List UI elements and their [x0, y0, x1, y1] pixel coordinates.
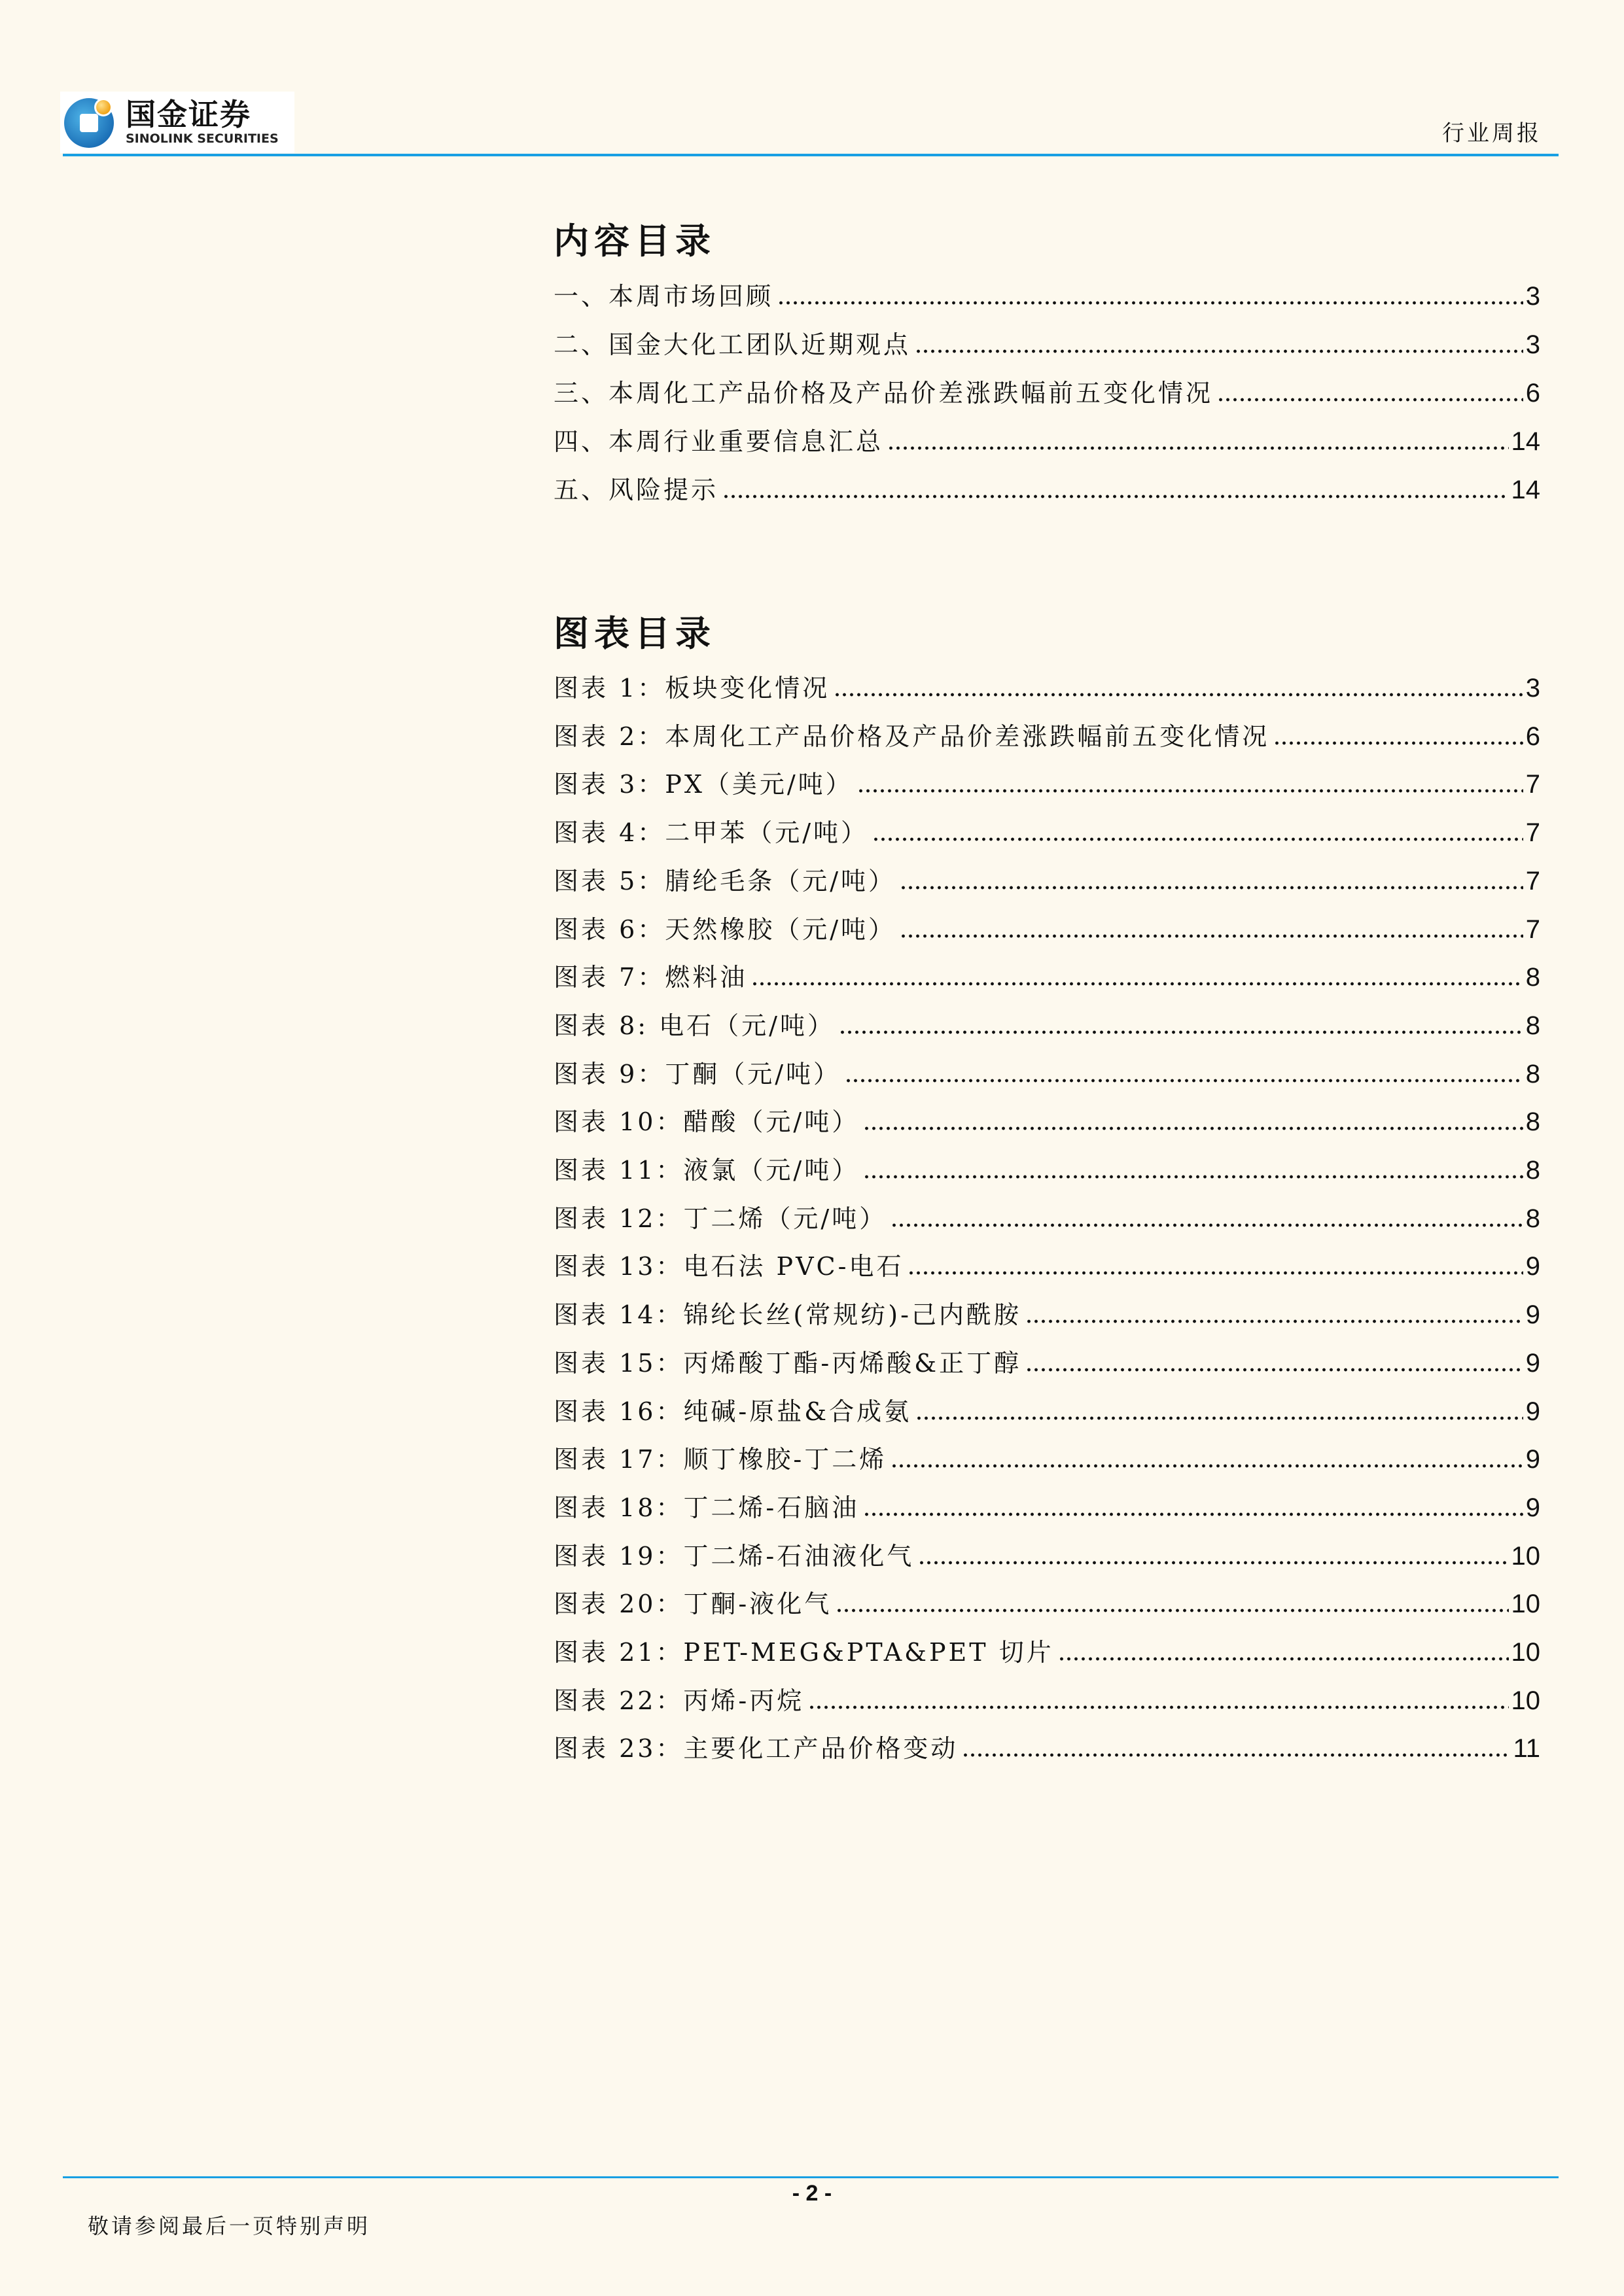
dot-leader — [891, 1222, 1523, 1228]
figure-entry[interactable] — [554, 1105, 1540, 1138]
figure-entry[interactable] — [554, 672, 1540, 704]
dot-leader — [915, 348, 1523, 355]
entry-label: 二、国金大化工团队近期观点 — [554, 330, 911, 359]
entry-page-number: 11 — [1513, 1734, 1540, 1764]
entry-label: 图表 14：锦纶长丝(常规纺)-己内酰胺 — [554, 1300, 1021, 1330]
figure-entry[interactable] — [554, 1202, 1540, 1235]
dot-leader — [872, 836, 1523, 843]
figure-entry[interactable] — [554, 1395, 1540, 1428]
dot-leader — [857, 788, 1523, 794]
entry-label: 图表 21：PET-MEG&PTA&PET 切片 — [554, 1638, 1054, 1667]
entry-label: 图表 3：PX（美元/吨） — [554, 770, 853, 799]
entry-page-number: 9 — [1525, 1445, 1540, 1474]
dot-leader — [777, 300, 1523, 306]
entry-page-number: 3 — [1525, 282, 1540, 311]
dot-leader — [891, 1463, 1523, 1469]
entry-page-number: 8 — [1525, 1107, 1540, 1137]
entry-label: 图表 13：电石法 PVC-电石 — [554, 1252, 904, 1281]
entry-label: 图表 12：丁二烯（元/吨） — [554, 1204, 887, 1233]
entry-page-number: 7 — [1525, 914, 1540, 944]
dot-leader — [915, 1415, 1523, 1421]
entry-label: 图表 22：丙烯-丙烷 — [554, 1686, 805, 1715]
dot-leader — [836, 1607, 1508, 1614]
entry-page-number: 9 — [1525, 1397, 1540, 1426]
dot-leader — [962, 1752, 1510, 1758]
toc-entry[interactable] — [554, 474, 1540, 506]
entry-page-number: 10 — [1511, 1590, 1540, 1619]
toc-entry[interactable] — [554, 328, 1540, 361]
footer-divider — [63, 2176, 1559, 2178]
entry-label: 图表 10：醋酸（元/吨） — [554, 1107, 860, 1137]
footer-disclaimer: 敬请参阅最后一页特别声明 — [88, 2214, 371, 2238]
entry-page-number: 7 — [1525, 770, 1540, 799]
figure-entry[interactable] — [554, 1540, 1540, 1573]
logo-mark-icon — [63, 96, 116, 149]
entry-label: 三、本周化工产品价格及产品价差涨跌幅前五变化情况 — [554, 379, 1214, 408]
dot-leader — [1217, 396, 1523, 403]
toc-entry[interactable] — [554, 377, 1540, 409]
dot-leader — [1273, 740, 1523, 746]
entry-page-number: 10 — [1511, 1686, 1540, 1715]
entry-label: 图表 4：二甲苯（元/吨） — [554, 818, 869, 848]
dot-leader — [722, 493, 1508, 500]
entry-label: 图表 17：顺丁橡胶-丁二烯 — [554, 1445, 887, 1474]
figure-entry[interactable] — [554, 1636, 1540, 1669]
dot-leader — [918, 1559, 1508, 1566]
entry-page-number: 14 — [1511, 476, 1540, 504]
dot-leader — [900, 884, 1523, 891]
entry-page-number: 9 — [1525, 1493, 1540, 1522]
entry-page-number: 9 — [1525, 1252, 1540, 1281]
entry-label: 图表 16：纯碱-原盐&合成氨 — [554, 1397, 912, 1426]
entry-page-number: 6 — [1525, 379, 1540, 408]
entry-page-number: 9 — [1525, 1348, 1540, 1378]
entry-page-number: 8 — [1525, 1011, 1540, 1040]
dot-leader — [808, 1704, 1508, 1711]
dot-leader — [863, 1125, 1523, 1132]
dot-leader — [839, 1029, 1523, 1035]
figure-entry[interactable] — [554, 1684, 1540, 1717]
dot-leader — [863, 1174, 1523, 1180]
entry-page-number: 8 — [1525, 963, 1540, 992]
toc-entry[interactable] — [554, 280, 1540, 313]
dot-leader — [834, 691, 1523, 698]
entry-page-number: 6 — [1525, 722, 1540, 751]
figure-entry[interactable] — [554, 768, 1540, 801]
dot-leader — [887, 445, 1508, 451]
figure-entry[interactable] — [554, 961, 1540, 994]
figures-title: 图表目录 — [554, 612, 716, 654]
dot-leader — [751, 981, 1523, 987]
dot-leader — [1058, 1656, 1509, 1662]
entry-label: 图表 6：天然橡胶（元/吨） — [554, 914, 896, 944]
figure-entry[interactable] — [554, 865, 1540, 897]
entry-page-number: 7 — [1525, 866, 1540, 896]
entry-label: 图表 1：板块变化情况 — [554, 674, 830, 703]
figure-entry[interactable] — [554, 1058, 1540, 1090]
header-divider — [63, 154, 1559, 156]
entry-page-number: 3 — [1525, 674, 1540, 703]
contents-title: 内容目录 — [554, 220, 716, 262]
figure-entry[interactable] — [554, 913, 1540, 946]
dot-leader — [908, 1270, 1523, 1276]
company-logo — [60, 92, 294, 153]
figure-entry[interactable] — [554, 1298, 1540, 1331]
entry-label: 图表 7：燃料油 — [554, 963, 748, 992]
entry-page-number: 10 — [1511, 1541, 1540, 1571]
entry-page-number: 10 — [1511, 1638, 1540, 1667]
entry-label: 图表 20：丁酮-液化气 — [554, 1590, 832, 1619]
entry-label: 图表 18：丁二烯-石脑油 — [554, 1493, 860, 1522]
dot-leader — [863, 1511, 1523, 1518]
entry-label: 图表 9：丁酮（元/吨） — [554, 1059, 841, 1088]
entry-page-number: 7 — [1525, 818, 1540, 848]
figure-entry[interactable] — [554, 1491, 1540, 1524]
dot-leader — [1025, 1366, 1523, 1373]
entry-label: 图表 5：腈纶毛条（元/吨） — [554, 866, 896, 896]
page-number: - 2 - — [792, 2181, 832, 2206]
entry-label: 五、风险提示 — [554, 476, 719, 504]
entry-label: 一、本周市场回顾 — [554, 282, 774, 311]
figure-entry[interactable] — [554, 1347, 1540, 1380]
entry-page-number: 9 — [1525, 1300, 1540, 1330]
figure-entry[interactable] — [554, 1250, 1540, 1283]
figure-entry[interactable] — [554, 1009, 1540, 1042]
figure-entry[interactable] — [554, 1588, 1540, 1620]
figure-entry[interactable] — [554, 720, 1540, 753]
figure-entry[interactable] — [554, 1154, 1540, 1187]
dot-leader — [900, 933, 1523, 939]
entry-label: 图表 8: 电石（元/吨） — [554, 1011, 835, 1040]
toc-entry[interactable] — [554, 425, 1540, 458]
entry-page-number: 8 — [1525, 1156, 1540, 1185]
entry-label: 四、本周行业重要信息汇总 — [554, 427, 884, 456]
figure-entry[interactable] — [554, 816, 1540, 849]
logo-text-en: SINOLINK SECURITIES — [126, 131, 279, 146]
report-type: 行业周报 — [1442, 120, 1542, 147]
entry-label: 图表 2：本周化工产品价格及产品价差涨跌幅前五变化情况 — [554, 722, 1270, 751]
entry-label: 图表 15：丙烯酸丁酯-丙烯酸&正丁醇 — [554, 1348, 1022, 1378]
dot-leader — [845, 1077, 1523, 1084]
entry-page-number: 3 — [1525, 330, 1540, 359]
figure-entry[interactable] — [554, 1732, 1540, 1765]
entry-page-number: 8 — [1525, 1204, 1540, 1233]
entry-label: 图表 19：丁二烯-石油液化气 — [554, 1541, 915, 1571]
entry-page-number: 14 — [1511, 427, 1540, 456]
logo-text-cn: 国金证券 — [126, 97, 251, 132]
entry-page-number: 8 — [1525, 1059, 1540, 1088]
figure-entry[interactable] — [554, 1443, 1540, 1476]
entry-label: 图表 11：液氯（元/吨） — [554, 1156, 860, 1185]
entry-label: 图表 23：主要化工产品价格变动 — [554, 1734, 959, 1764]
dot-leader — [1025, 1318, 1523, 1325]
